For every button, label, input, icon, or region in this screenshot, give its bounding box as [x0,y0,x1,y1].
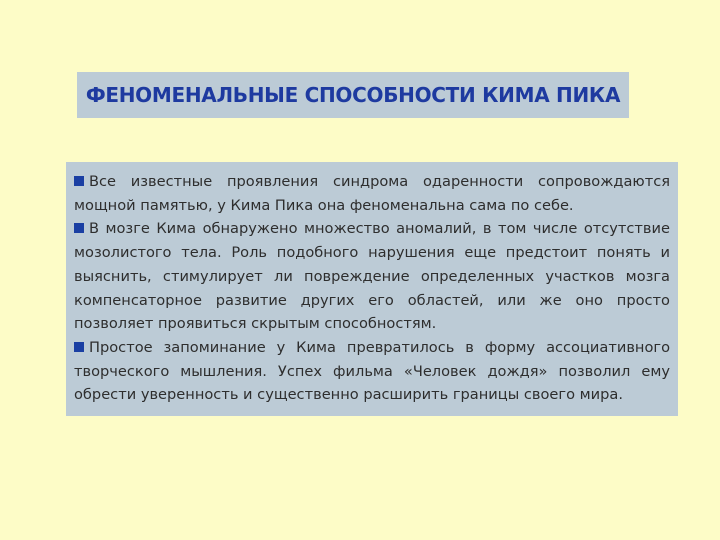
slide-title: ФЕНОМЕНАЛЬНЫЕ СПОСОБНОСТИ КИМА ПИКА [85,83,621,107]
paragraph-3 [74,336,670,407]
square-bullet-icon [74,176,84,186]
square-bullet-icon [74,223,84,233]
paragraph-2-text: В мозге Кима обнаружено множество аномалий, в том числе отсутствие мозолистого тела. Роль подобного нарушения еще предстоит понять и выяснить, стимулирует ли повреждение определенных участков мозга компенсаторное развитие других его областей, или же оно просто позволяет проявиться скрытым способностям. [74,220,670,333]
paragraph-1-text: Все известные проявления синдрома одаренности сопровождаются мощной памятью, у Кима Пика она феноменальна сама по себе. [74,173,670,214]
square-bullet-icon [74,342,84,352]
content-panel [66,162,678,416]
paragraph-3-text: Простое запоминание у Кима превратилось в форму ассоциативного творческого мышления. Успех фильма «Человек дождя» позволил ему обрести уверенность и существенно расширить границы своего мира. [74,338,670,404]
paragraph-2 [74,217,670,336]
paragraph-1 [74,170,670,217]
title-panel [77,72,629,118]
